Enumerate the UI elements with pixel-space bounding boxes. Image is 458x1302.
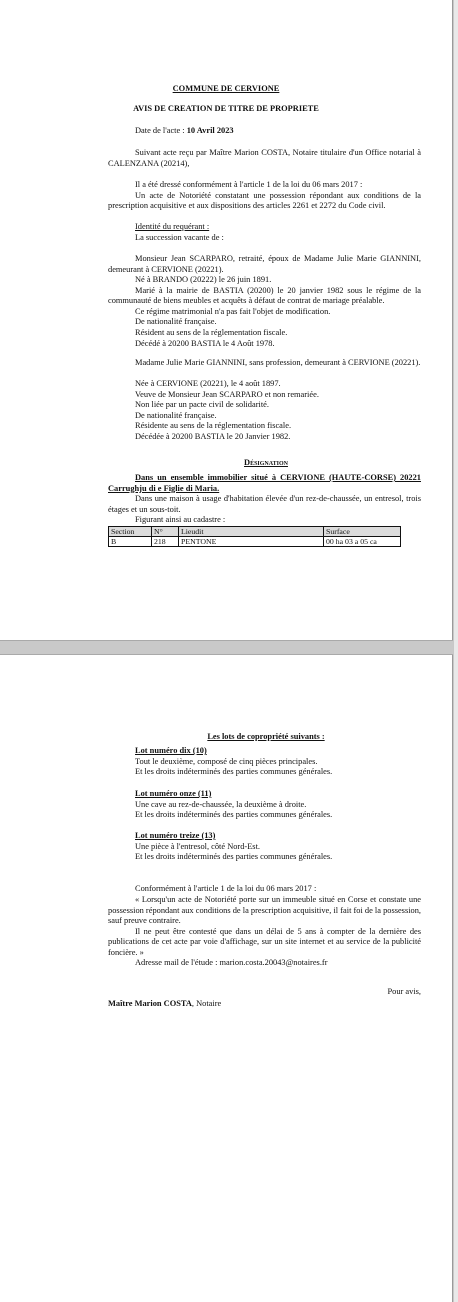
notoriete-paragraph: Un acte de Notoriété constatant une possession répondant aux conditions de la prescription acquisitive et aux dispositions des articles 2261 et 2272 du Code civil. <box>108 190 421 211</box>
jean-detail: Ce régime matrimonial n'a pas fait l'objet de modification. <box>135 306 331 316</box>
email-line: Adresse mail de l'étude : marion.costa.20043@notaires.fr <box>135 958 328 967</box>
conform-line: Conformément à l'article 1 de la loi du 06 mars 2017 : <box>135 884 317 893</box>
lot-13 <box>135 831 332 863</box>
lot-title: Lot numéro treize (13) <box>135 831 216 840</box>
cadastre-header-cell: Surface <box>324 527 401 537</box>
date-label: Date de l'acte : <box>135 126 187 135</box>
julie-details <box>135 379 319 443</box>
lot-line: Et les droits indéterminés des parties communes générales. <box>135 767 333 777</box>
cadastre-header-row <box>109 527 401 537</box>
cadastre-intro: Figurant ainsi au cadastre : <box>135 515 226 524</box>
ensemble-immobilier: Dans un ensemble immobilier situé à CERVIONE (HAUTE-CORSE) 20221 Carrughju di e Figlie di Maria. <box>108 473 421 493</box>
lot-line: Une cave au rez-de-chaussée, la deuxième à droite. <box>135 799 307 809</box>
date-line <box>135 126 234 137</box>
document-page-2 <box>0 655 453 1302</box>
jean-detail: Né à BRANDO (20222) le 26 juin 1891. <box>135 275 272 284</box>
quote-paragraph: « Lorsqu'un acte de Notoriété porte sur un immeuble situé en Corse et constate une possession répondant aux conditions de la prescription acquisitive, il fait foi de la possession, sauf preuve contraire. <box>108 895 421 926</box>
jean-detail: Résident au sens de la réglementation fiscale. <box>135 327 288 337</box>
lot-line: Et les droits indéterminés des parties communes générales. <box>135 810 333 820</box>
contest-paragraph: Il ne peut être contesté que dans un délai de 5 ans à compter de la dernière des publications de cet acte par voie d'affichage, sur un site internet et au service de la publicité foncière. » <box>108 926 421 957</box>
lot-line: Tout le deuxième, composé de cinq pièces principales. <box>135 756 318 766</box>
commune-title: COMMUNE DE CERVIONE <box>172 84 280 93</box>
maison-description: Dans une maison à usage d'habitation élevée d'un rez-de-chaussée, un entresol, trois étages et un sous-toit. <box>108 494 421 514</box>
vertical-scrollbar[interactable] <box>453 0 458 1302</box>
designation-heading: Désignation <box>244 458 288 467</box>
signature-title: , Notaire <box>191 999 222 1008</box>
lot-line: Une pièce à l'entresol, côté Nord-Est. <box>135 841 260 851</box>
cadastre-cell: B <box>109 537 152 547</box>
pour-avis: Pour avis, <box>387 987 421 996</box>
signature-name: Maître Marion COSTA <box>108 999 192 1008</box>
loi-line: Il a été dressé conformément à l'article 1 de la loi du 06 mars 2017 : <box>135 180 363 189</box>
lot-title: Lot numéro dix (10) <box>135 746 207 755</box>
cadastre-header-cell: N° <box>152 527 179 537</box>
date-value: 10 Avril 2023 <box>186 126 234 135</box>
julie-detail: Résidente au sens de la réglementation fiscale. <box>135 421 292 431</box>
succession-line: La succession vacante de : <box>135 232 224 242</box>
julie-detail: Non liée par un pacte civil de solidarité. <box>135 400 269 410</box>
lot-title: Lot numéro onze (11) <box>135 789 212 798</box>
julie-detail: Veuve de Monsieur Jean SCARPARO et non remariée. <box>135 389 319 399</box>
jean-detail: Marié à la mairie de BASTIA (20200) le 20 janvier 1982 sous le régime de la communauté de biens meubles et acquêts à défaut de contrat de mariage préalable. <box>108 285 421 306</box>
avis-title: AVIS DE CREATION DE TITRE DE PROPRIETE <box>133 104 319 113</box>
cadastre-header-cell: Section <box>109 527 152 537</box>
cadastre-cell: PENTONE <box>179 537 324 547</box>
julie-detail: Née à CERVIONE (20221), le 4 août 1897. <box>135 379 281 388</box>
table-row <box>109 537 401 547</box>
lot-11 <box>135 789 332 821</box>
acte-paragraph: Suivant acte reçu par Maître Marion COSTA, Notaire titulaire d'un Office notarial à CALENZANA (20214), <box>108 148 421 168</box>
lot-10 <box>135 746 332 778</box>
lot-line: Et les droits indéterminés des parties communes générales. <box>135 852 333 862</box>
page-separator <box>0 640 458 655</box>
julie-detail: De nationalité française. <box>135 410 217 420</box>
julie-detail: Décédée à 20200 BASTIA le 20 Janvier 1982. <box>135 431 291 441</box>
document-page-1 <box>0 0 453 640</box>
jean-details <box>108 275 422 349</box>
cadastre-cell: 218 <box>152 537 179 547</box>
cadastre-table <box>108 526 401 547</box>
jean-detail: De nationalité française. <box>135 317 217 327</box>
jean-detail: Décédé à 20200 BASTIA le 4 Août 1978. <box>135 338 275 348</box>
signature <box>108 999 221 1010</box>
lots-heading: Les lots de copropriété suivants : <box>207 732 325 741</box>
cadastre-cell: 00 ha 03 a 05 ca <box>324 537 401 547</box>
jean-intro: Monsieur Jean SCARPARO, retraité, époux de Madame Julie Marie GIANNINI, demeurant à CERVIONE (20221). <box>108 254 421 274</box>
identite-heading: Identité du requérant : <box>135 222 210 231</box>
cadastre-header-cell: Lieudit <box>179 527 324 537</box>
julie-intro: Madame Julie Marie GIANNINI, sans profession, demeurant à CERVIONE (20221). <box>135 358 421 367</box>
